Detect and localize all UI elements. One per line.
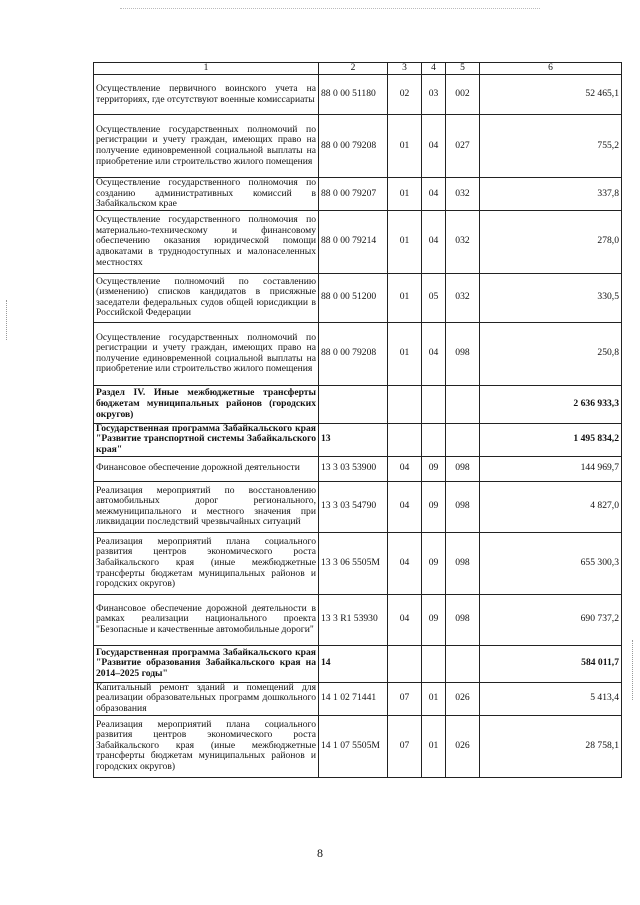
row-code: 88 0 00 51180 — [319, 75, 388, 115]
row-section — [388, 423, 422, 456]
row-amount: 1 495 834,2 — [480, 423, 622, 456]
row-code: 14 1 02 71441 — [319, 682, 388, 715]
table-row — [94, 594, 622, 645]
header-col-3: 3 — [388, 63, 422, 75]
row-name: Капитальный ремонт зданий и помещений для реализации образовательных программ дошкольного образования — [94, 682, 319, 715]
row-expense-type — [446, 423, 480, 456]
row-expense-type: 032 — [446, 273, 480, 322]
row-section: 04 — [388, 594, 422, 645]
row-section — [388, 645, 422, 682]
row-subsection: 05 — [422, 273, 446, 322]
header-col-6: 6 — [480, 63, 622, 75]
row-subsection: 09 — [422, 456, 446, 481]
row-code: 13 3 06 5505M — [319, 532, 388, 594]
row-code: 13 3 R1 53930 — [319, 594, 388, 645]
row-name: Финансовое обеспечение дорожной деятельности — [94, 456, 319, 481]
header-col-1: 1 — [94, 63, 319, 75]
row-expense-type — [446, 385, 480, 423]
row-name: Раздел IV. Иные межбюджетные трансферты бюджетам муниципальных районов (городских округов) — [94, 385, 319, 423]
row-section: 04 — [388, 532, 422, 594]
row-code: 88 0 00 51200 — [319, 273, 388, 322]
row-subsection: 04 — [422, 178, 446, 211]
row-section: 07 — [388, 715, 422, 777]
table-row — [94, 645, 622, 682]
table-row — [94, 210, 622, 273]
table-row — [94, 715, 622, 777]
row-code: 13 — [319, 423, 388, 456]
row-section: 01 — [388, 115, 422, 178]
table-row — [94, 178, 622, 211]
row-name: Финансовое обеспечение дорожной деятельности в рамках реализации национального проекта "Безопасные и качественные автомобильные дороги" — [94, 594, 319, 645]
row-expense-type — [446, 645, 480, 682]
row-subsection — [422, 423, 446, 456]
row-code — [319, 385, 388, 423]
row-amount: 278,0 — [480, 210, 622, 273]
row-amount: 5 413,4 — [480, 682, 622, 715]
scan-artifact-right — [632, 640, 633, 700]
row-section: 07 — [388, 682, 422, 715]
row-expense-type: 002 — [446, 75, 480, 115]
row-expense-type: 027 — [446, 115, 480, 178]
row-name: Осуществление полномочий по составлению (изменению) списков кандидатов в присяжные заседатели федеральных судов общей юрисдикции в Российской Федерации — [94, 273, 319, 322]
row-expense-type: 026 — [446, 682, 480, 715]
row-code: 88 0 00 79214 — [319, 210, 388, 273]
page-number: 8 — [317, 846, 323, 860]
row-section: 04 — [388, 481, 422, 532]
row-subsection — [422, 385, 446, 423]
row-expense-type: 098 — [446, 456, 480, 481]
row-subsection: 09 — [422, 594, 446, 645]
row-expense-type: 026 — [446, 715, 480, 777]
row-name: Осуществление государственных полномочий по регистрации и учету граждан, имеющих право на получение единовременной социальной выплаты на приобретение или строительство жилого помещения — [94, 115, 319, 178]
row-amount: 655 300,3 — [480, 532, 622, 594]
row-name: Реализация мероприятий по восстановлению автомобильных дорог регионального, межмуниципального и местного значения при ликвидации последствий чрезвычайных ситуаций — [94, 481, 319, 532]
row-amount: 584 011,7 — [480, 645, 622, 682]
row-subsection: 09 — [422, 532, 446, 594]
table-row — [94, 273, 622, 322]
table-row — [94, 456, 622, 481]
row-expense-type: 032 — [446, 210, 480, 273]
row-subsection: 09 — [422, 481, 446, 532]
row-name: Осуществление первичного воинского учета на территориях, где отсутствуют военные комиссариаты — [94, 75, 319, 115]
row-amount: 755,2 — [480, 115, 622, 178]
row-name: Государственная программа Забайкальского края "Развитие образования Забайкальского края на 2014–2025 годы" — [94, 645, 319, 682]
row-expense-type: 098 — [446, 481, 480, 532]
row-name: Осуществление государственного полномочия по материально-техническому и финансовому обеспечению оказания юридической помощи адвокатами в труднодоступных и малонаселенных местностях — [94, 210, 319, 273]
row-code: 13 3 03 54790 — [319, 481, 388, 532]
row-subsection: 04 — [422, 115, 446, 178]
table-row — [94, 682, 622, 715]
row-amount: 28 758,1 — [480, 715, 622, 777]
row-subsection: 03 — [422, 75, 446, 115]
row-amount: 250,8 — [480, 322, 622, 385]
table-row — [94, 385, 622, 423]
scan-artifact-top — [120, 8, 540, 9]
row-name: Осуществление государственных полномочий по регистрации и учету граждан, имеющих право на получение единовременной социальной выплаты на приобретение или строительство жилого помещения — [94, 322, 319, 385]
table-row — [94, 115, 622, 178]
row-name: Реализация мероприятий плана социального развития центров экономического роста Забайкальского края (иные межбюджетные трансферты бюджетам муниципальных районов и городских округов) — [94, 715, 319, 777]
row-section: 01 — [388, 322, 422, 385]
header-col-5: 5 — [446, 63, 480, 75]
row-code: 88 0 00 79208 — [319, 322, 388, 385]
table-row — [94, 75, 622, 115]
row-code: 14 — [319, 645, 388, 682]
row-subsection: 04 — [422, 210, 446, 273]
row-section: 02 — [388, 75, 422, 115]
row-amount: 690 737,2 — [480, 594, 622, 645]
row-amount: 330,5 — [480, 273, 622, 322]
row-subsection: 01 — [422, 715, 446, 777]
table-row — [94, 322, 622, 385]
row-expense-type: 098 — [446, 322, 480, 385]
table-row — [94, 532, 622, 594]
row-name: Осуществление государственного полномочия по созданию административных комиссий в Забайкальском крае — [94, 178, 319, 211]
row-code: 14 1 07 5505M — [319, 715, 388, 777]
row-code: 13 3 03 53900 — [319, 456, 388, 481]
row-code: 88 0 00 79207 — [319, 178, 388, 211]
budget-table — [93, 62, 622, 778]
row-section — [388, 385, 422, 423]
row-name: Реализация мероприятий плана социального развития центров экономического роста Забайкальского края (иные межбюджетные трансферты бюджетам муниципальных районов и городских округов) — [94, 532, 319, 594]
row-subsection: 01 — [422, 682, 446, 715]
row-amount: 4 827,0 — [480, 481, 622, 532]
row-subsection — [422, 645, 446, 682]
row-amount: 2 636 933,3 — [480, 385, 622, 423]
table-row — [94, 481, 622, 532]
row-expense-type: 098 — [446, 594, 480, 645]
row-section: 04 — [388, 456, 422, 481]
scan-artifact-left — [6, 300, 7, 340]
header-col-4: 4 — [422, 63, 446, 75]
row-section: 01 — [388, 178, 422, 211]
row-expense-type: 098 — [446, 532, 480, 594]
row-name: Государственная программа Забайкальского края "Развитие транспортной системы Забайкальского края" — [94, 423, 319, 456]
table-body — [94, 75, 622, 778]
row-section: 01 — [388, 273, 422, 322]
row-expense-type: 032 — [446, 178, 480, 211]
row-amount: 337,8 — [480, 178, 622, 211]
row-amount: 52 465,1 — [480, 75, 622, 115]
row-subsection: 04 — [422, 322, 446, 385]
table-header-row — [94, 63, 622, 75]
row-section: 01 — [388, 210, 422, 273]
header-col-2: 2 — [319, 63, 388, 75]
table-row — [94, 423, 622, 456]
row-code: 88 0 00 79208 — [319, 115, 388, 178]
row-amount: 144 969,7 — [480, 456, 622, 481]
